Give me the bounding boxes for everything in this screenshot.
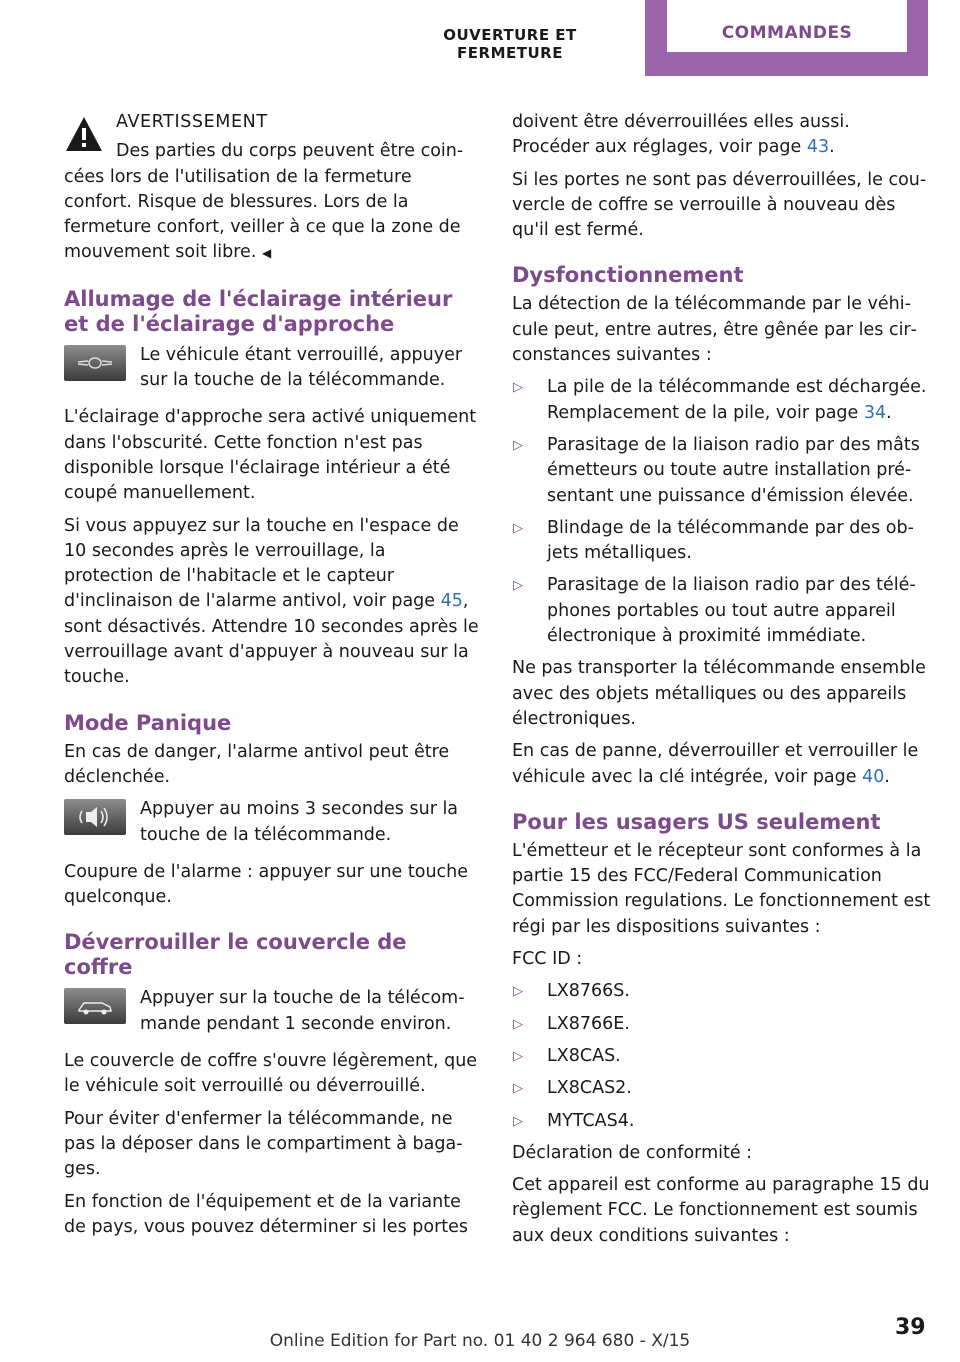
us-paragraph-1: L'émetteur et le récepteur sont conformes à la partie 15 des FCC/Federal Communication Commission regulations. Le fonctionnement est régi par les dispositions suivantes : [512,840,931,937]
malf-item1-text-a: La pile de la télécommande est déchargée. Remplacement de la pile, voir page [547,377,927,423]
list-item [512,1076,932,1101]
edition-footer: Online Edition for Part no. 01 40 2 964 680 - X/15 [269,1331,691,1351]
interior-p2-text-a: Si vous appuyez sur la touche en l'espace de 10 secondes après le verrouillage, la protection de l'habitacle et le capteur d'inclinaison de l'alarme antivol, voir page [64,515,459,612]
fcc-id-list [512,979,932,1133]
bullet-icon: ▷ [513,984,523,1000]
fcc-id-label: FCC ID : [512,949,583,970]
malf-item1-text-b: . [886,402,892,423]
malfunction-paragraph-3 [512,739,932,790]
warning-icon [64,114,104,154]
us-paragraph-2: Cet appareil est conforme au paragraphe 15 du règlement FCC. Le fonctionnement est soumis aux deux conditions suivantes : [512,1175,930,1246]
end-mark-icon: ◀ [261,246,272,261]
key-panic-text: Appuyer au moins 3 secondes sur la touche de la télécommande. [140,799,459,845]
list-item [512,1044,932,1069]
list-item [512,433,932,509]
malfunction-paragraph-2: Ne pas transporter la télécommande ensemble avec des objets métalliques ou des appareils électroniques. [512,658,926,729]
remote-panic-button-icon [64,799,126,835]
page-number: 39 [895,1315,926,1340]
page-link-43[interactable]: 43 [806,137,830,158]
list-item [512,516,932,567]
page-link-34[interactable]: 34 [863,402,887,423]
trunk-paragraph-1: Le couvercle de coffre s'ouvre légèrement, que le véhicule soit verrouillé ou déverrouillé. [64,1051,478,1097]
heading-panic-mode: Mode Panique [64,710,232,735]
fcc-id: LX8CAS2. [547,1078,632,1099]
list-item [512,573,932,649]
section-title: OUVERTURE ET FERMETURE [443,26,577,62]
bullet-icon: ▷ [513,520,523,536]
warning-text: Des parties du corps peuvent être coincées lors de l'utilisation de la fermeture confort. Risque de blessures. Lors de la fermeture confort, veiller à ce que la zone de mouvement soit libre. [64,141,464,263]
trunk-paragraph-3: En fonction de l'équipement et de la variante de pays, vous pouvez déterminer si les portes [64,1191,469,1237]
key-interior-light [64,343,479,394]
fcc-id: LX8766S. [547,981,630,1002]
page-link-45[interactable]: 45 [440,591,463,612]
bullet-icon: ▷ [513,1113,523,1129]
key-trunk [64,986,479,1037]
malf-item2-text: Parasitage de la liaison radio par des mâts émetteurs ou toute autre installation présentant une puissance d'émission élevée. [547,434,920,506]
warning-block [64,110,479,267]
heading-us-users: Pour les usagers US seulement [512,809,881,834]
list-item [512,979,932,1004]
key-trunk-text: Appuyer sur la touche de la télécommande pendant 1 seconde environ. [140,988,465,1034]
right-paragraph-2: Si les portes ne sont pas déverrouillées, le couvercle de coffre se verrouille à nouveau dès qu'il est fermé. [512,169,927,241]
declaration-label: Déclaration de conformité : [512,1142,753,1163]
heading-interior-light: Allumage de l'éclairage intérieur et de l'éclairage d'approche [64,286,453,336]
right-p1-text-a: doivent être déverrouillées elles aussi. Procéder aux réglages, voir page [512,112,850,158]
malf-item3-text: Blindage de la télécommande par des objets métalliques. [547,517,914,564]
panic-paragraph-2: Coupure de l'alarme : appuyer sur une touche quelconque. [64,861,469,908]
fcc-id: LX8CAS. [547,1045,621,1066]
bullet-icon: ▷ [513,437,523,453]
interior-paragraph-2 [64,514,479,691]
remote-trunk-button-icon [64,988,126,1024]
right-p1-text-b: . [829,137,835,158]
trunk-paragraph-2: Pour éviter d'enfermer la télécommande, ne pas la déposer dans le compartiment à bagages. [64,1108,463,1180]
chapter-tab-label: COMMANDES [667,0,907,52]
malf-p3-text-a: En cas de panne, déverrouiller et verrouiller le véhicule avec la clé intégrée, voir page [512,741,919,787]
bullet-icon: ▷ [513,380,523,396]
chapter-tab [645,0,928,76]
list-item [512,1109,932,1134]
interior-paragraph-1: L'éclairage d'approche sera activé uniquement dans l'obscurité. Cette fonction n'est pas disponible lorsque l'éclairage intérieur a été coupé manuellement. [64,407,477,504]
heading-trunk-unlock: Déverrouiller le couvercle de coffre [64,930,407,980]
panic-paragraph-1: En cas de danger, l'alarme antivol peut être déclenchée. [64,741,450,787]
interior-p2-text-b: , sont désactivés. Attendre 10 secondes après le verrouillage avant d'appuyer à nouveau sur la touche. [64,591,479,688]
key-interior-text: Le véhicule étant verrouillé, appuyer sur la touche de la télécommande. [140,344,463,391]
right-column [512,110,932,1256]
key-panic [64,797,479,848]
warning-title: AVERTISSEMENT [116,112,268,132]
bullet-icon: ▷ [513,1048,523,1064]
list-item [512,375,932,426]
page-link-40[interactable]: 40 [862,766,885,787]
bullet-icon: ▷ [513,578,523,594]
malf-p3-text-b: . [884,766,890,787]
fcc-id: MYTCAS4. [547,1110,635,1131]
malf-item4-text: Parasitage de la liaison radio par des téléphones portables ou tout autre appareil électronique à proximité immédiate. [547,575,916,647]
malfunction-paragraph-1: La détection de la télécommande par le véhicule peut, entre autres, être gênée par les circonstances suivantes : [512,294,917,366]
heading-malfunction: Dysfonctionnement [512,263,744,288]
left-column [64,110,479,1247]
list-item [512,1012,932,1037]
remote-logo-button-icon [64,345,126,381]
right-paragraph-1 [512,110,932,161]
fcc-id: LX8766E. [547,1013,630,1034]
malfunction-list [512,375,932,649]
bullet-icon: ▷ [513,1081,523,1097]
bullet-icon: ▷ [513,1016,523,1032]
